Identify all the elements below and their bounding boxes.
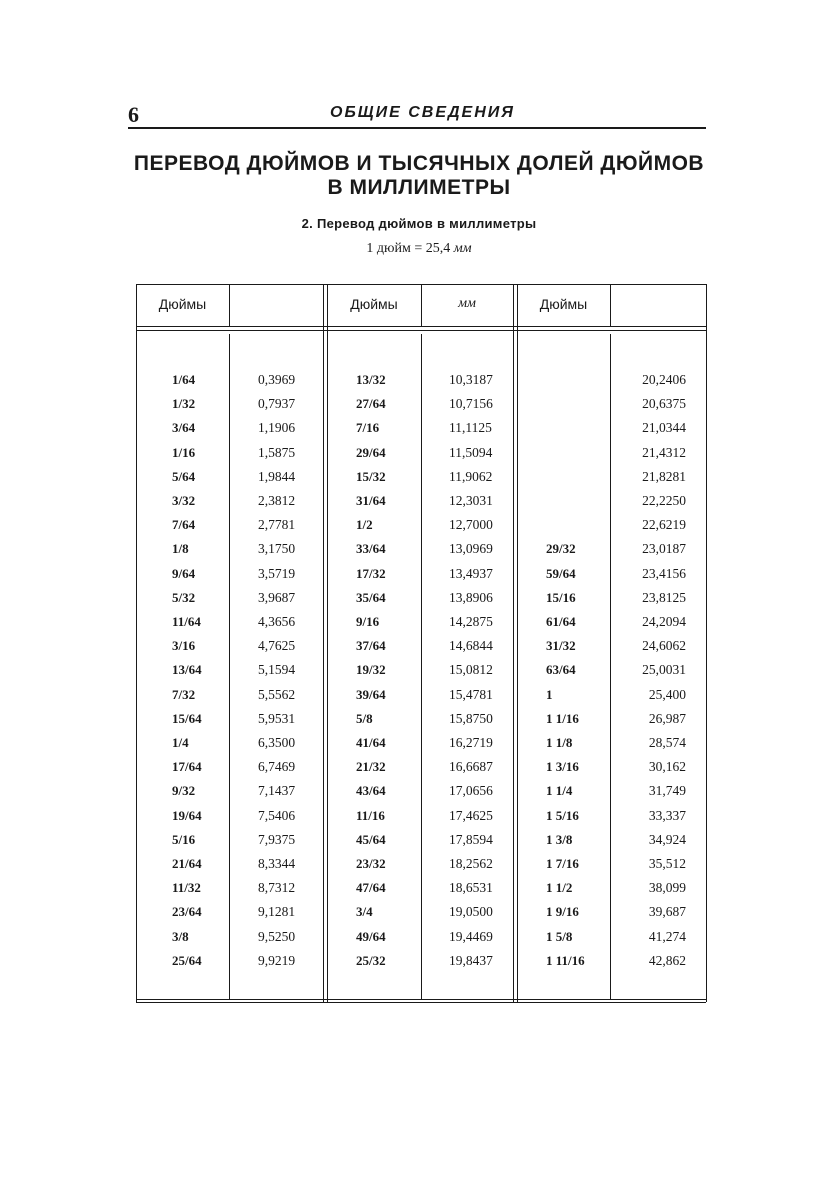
cell-mm-2: 19,8437 [449,952,493,968]
cell-mm-1: 8,3344 [258,856,296,871]
cell-inches-1: 23/64 [172,904,202,920]
column-rule-1b [229,334,230,999]
cell-mm-3: 33,337 [648,807,686,823]
table-bottom-rule [136,999,706,1000]
cell-mm-1: 1,1906 [258,420,296,436]
page-title [128,152,710,200]
cell-inches-1: 3/8 [172,928,189,944]
header-mm-2: мм [458,296,476,311]
cell-mm-3: 30,162 [648,759,686,775]
cell-mm-2: 17,8594 [449,831,493,847]
cell-mm-1: 3,5719 [258,565,296,581]
cell-inches-2: 39/64 [356,686,386,702]
cell-inches-1: 5/64 [172,468,196,484]
cell-inches-2: 1/2 [356,517,373,533]
cell-mm-3: 28,574 [648,735,686,750]
cell-mm-2: 15,8750 [449,710,493,726]
table-header-rule-2 [136,330,706,331]
cell-inches-2: 15/32 [356,468,386,484]
cell-mm-2: 16,6687 [449,759,493,775]
cell-inches-3: 63/64 [546,662,576,678]
table-bottom-rule-2 [136,1002,706,1003]
cell-inches-3: 15/16 [546,589,576,605]
cell-inches-3: 1 9/16 [546,904,579,920]
cell-inches-2: 33/64 [356,541,386,557]
cell-inches-1: 11/32 [172,880,201,896]
cell-mm-3: 41,274 [648,928,686,944]
cell-mm-3: 39,687 [648,904,686,920]
cell-inches-1: 17/64 [172,759,202,775]
cell-mm-3: 42,862 [648,952,686,968]
cell-inches-1: 25/64 [172,952,202,968]
column-rule-3 [610,284,611,326]
cell-mm-2: 15,0812 [449,662,493,678]
cell-mm-2: 11,5094 [449,444,493,460]
cell-mm-2: 19,0500 [449,904,493,920]
cell-mm-1: 8,7312 [258,880,296,896]
formula-text: 1 дюйм = 25,4 [366,241,451,256]
cell-inches-1: 7/32 [172,686,196,702]
cell-mm-1: 4,7625 [258,638,296,654]
cell-inches-3: 1 5/8 [546,928,573,944]
cell-inches-3: 1 1/4 [546,783,573,799]
cell-mm-2: 10,7156 [449,396,493,412]
cell-mm-3: 38,099 [648,880,686,896]
cell-mm-1: 3,9687 [258,589,296,605]
running-head: ОБЩИЕ СВЕДЕНИЯ [330,104,515,121]
cell-mm-2: 15,4781 [449,686,493,702]
table-header-rule [136,326,706,327]
cell-inches-1: 5/16 [172,831,196,847]
cell-inches-2: 9/16 [356,614,380,629]
cell-inches-2: 49/64 [356,928,386,944]
cell-mm-2: 12,7000 [449,517,493,533]
cell-mm-2: 18,2562 [449,856,493,871]
cell-mm-1: 4,3656 [258,614,296,629]
cell-mm-2: 12,3031 [449,493,493,508]
cell-inches-3: 1 3/16 [546,759,579,775]
cell-inches-2: 13/32 [356,372,386,387]
cell-inches-1: 1/64 [172,372,196,387]
cell-mm-2: 14,2875 [449,614,493,629]
cell-mm-2: 13,8906 [449,589,493,605]
table-left-rule [136,284,137,1002]
cell-inches-2: 11/16 [356,807,385,823]
cell-mm-2: 14,6844 [449,638,493,654]
cell-mm-1: 2,3812 [258,493,296,508]
cell-inches-1: 1/8 [172,541,189,557]
cell-mm-3: 26,987 [648,710,686,726]
cell-inches-2: 17/32 [356,565,386,581]
cell-inches-2: 21/32 [356,759,386,775]
cell-mm-1: 9,5250 [258,928,296,944]
cell-mm-3: 25,400 [648,686,686,702]
cell-mm-2: 16,2719 [449,735,493,750]
cell-mm-2: 11,9062 [449,468,493,484]
cell-inches-1: 3/16 [172,638,196,654]
cell-mm-3: 24,2094 [642,614,686,629]
cell-mm-3: 20,2406 [642,372,686,387]
cell-mm-1: 6,7469 [258,759,296,775]
cell-inches-1: 13/64 [172,662,202,678]
group-rule-2a [513,284,514,1002]
cell-inches-3: 1 1/16 [546,710,579,726]
cell-inches-3: 1 3/8 [546,831,573,847]
page-title-line2: В МИЛЛИМЕТРЫ [327,176,511,199]
cell-mm-3: 35,512 [648,856,686,871]
cell-inches-2: 7/16 [356,420,380,436]
page-number: 6 [128,102,139,127]
cell-mm-2: 13,0969 [449,541,493,557]
cell-mm-3: 24,6062 [642,638,686,654]
cell-mm-2: 17,4625 [449,807,493,823]
cell-inches-1: 3/32 [172,493,196,508]
cell-mm-3: 21,4312 [642,444,686,460]
cell-mm-1: 5,5562 [258,686,296,702]
cell-inches-3: 1 5/16 [546,807,579,823]
cell-mm-1: 2,7781 [258,517,296,533]
cell-inches-1: 1/32 [172,396,196,412]
cell-mm-3: 22,6219 [642,517,686,533]
cell-inches-1: 1/16 [172,444,196,460]
cell-inches-2: 29/64 [356,444,386,460]
cell-mm-3: 25,0031 [642,662,686,678]
cell-mm-3: 20,6375 [642,396,686,412]
cell-mm-2: 13,4937 [449,565,493,581]
cell-inches-3: 29/32 [546,541,576,557]
cell-inches-1: 19/64 [172,807,202,823]
cell-inches-1: 11/64 [172,614,201,629]
header-inches-3: Дюймы [539,296,588,312]
table-right-rule [706,284,707,1002]
cell-mm-1: 0,7937 [258,396,296,412]
cell-mm-1: 7,5406 [258,807,296,823]
cell-mm-1: 9,1281 [258,904,296,920]
cell-inches-2: 23/32 [356,856,386,871]
cell-mm-3: 31,749 [648,783,686,799]
table-caption: 2. Перевод дюймов в миллиметры [301,216,537,231]
cell-inches-2: 27/64 [356,396,386,412]
header-inches-2: Дюймы [350,296,398,312]
column-rule-2b [421,334,422,999]
group-rule-2b [517,284,518,1002]
cell-inches-2: 45/64 [356,831,386,847]
cell-mm-3: 21,0344 [642,420,686,436]
header-inches-1: Дюймы [158,296,207,312]
cell-mm-2: 19,4469 [449,928,493,944]
cell-inches-1: 7/64 [172,517,196,533]
group-rule-1b [327,284,328,1002]
cell-mm-1: 6,3500 [258,735,296,750]
cell-inches-2: 3/4 [356,904,373,920]
cell-inches-2: 47/64 [356,880,386,896]
cell-inches-2: 19/32 [356,662,386,678]
cell-mm-3: 23,8125 [642,589,686,605]
header-rule [128,127,706,129]
cell-mm-1: 7,9375 [258,831,296,847]
cell-inches-1: 21/64 [172,856,202,871]
cell-mm-1: 0,3969 [258,372,296,387]
cell-inches-2: 31/64 [356,493,386,508]
page-title-line1: ПЕРЕВОД ДЮЙМОВ И ТЫСЯЧНЫХ ДОЛЕЙ ДЮЙМОВ [133,152,705,175]
cell-inches-1: 3/64 [172,420,196,436]
cell-mm-1: 5,1594 [258,662,296,678]
cell-mm-1: 9,9219 [258,952,296,968]
cell-inches-2: 43/64 [356,783,386,799]
cell-mm-2: 17,0656 [449,783,493,799]
cell-inches-2: 37/64 [356,638,386,654]
conversion-formula [128,241,710,257]
column-rule-1 [229,284,230,326]
cell-inches-2: 41/64 [356,735,386,750]
cell-mm-3: 23,0187 [642,541,686,557]
cell-mm-3: 21,8281 [642,468,686,484]
cell-mm-1: 1,9844 [258,468,296,484]
cell-mm-1: 5,9531 [258,710,296,726]
cell-inches-1: 1/4 [172,735,189,750]
cell-mm-2: 10,3187 [449,372,493,387]
cell-mm-3: 23,4156 [642,565,686,581]
formula-unit: мм [453,241,472,256]
column-rule-3b [610,334,611,999]
cell-inches-3: 1 11/16 [546,952,585,968]
cell-mm-1: 3,1750 [258,541,296,557]
cell-inches-3: 59/64 [546,565,576,581]
cell-mm-2: 11,1125 [449,420,492,436]
cell-inches-2: 25/32 [356,952,386,968]
cell-inches-3: 1 1/2 [546,880,573,896]
cell-mm-3: 22,2250 [642,493,686,508]
cell-inches-1: 9/64 [172,565,196,581]
cell-inches-1: 9/32 [172,783,196,799]
cell-inches-3: 1 [546,686,553,702]
cell-inches-3: 1 1/8 [546,735,573,750]
cell-inches-3: 61/64 [546,614,576,629]
cell-inches-2: 5/8 [356,710,373,726]
group-rule-1a [323,284,324,1002]
cell-inches-3: 1 7/16 [546,856,579,871]
cell-inches-3: 31/32 [546,638,576,654]
cell-inches-2: 35/64 [356,589,386,605]
cell-mm-2: 18,6531 [449,880,493,896]
cell-mm-1: 7,1437 [258,783,296,799]
cell-mm-3: 34,924 [648,831,686,847]
cell-inches-1: 15/64 [172,710,202,726]
cell-mm-1: 1,5875 [258,444,296,460]
cell-inches-1: 5/32 [172,589,196,605]
